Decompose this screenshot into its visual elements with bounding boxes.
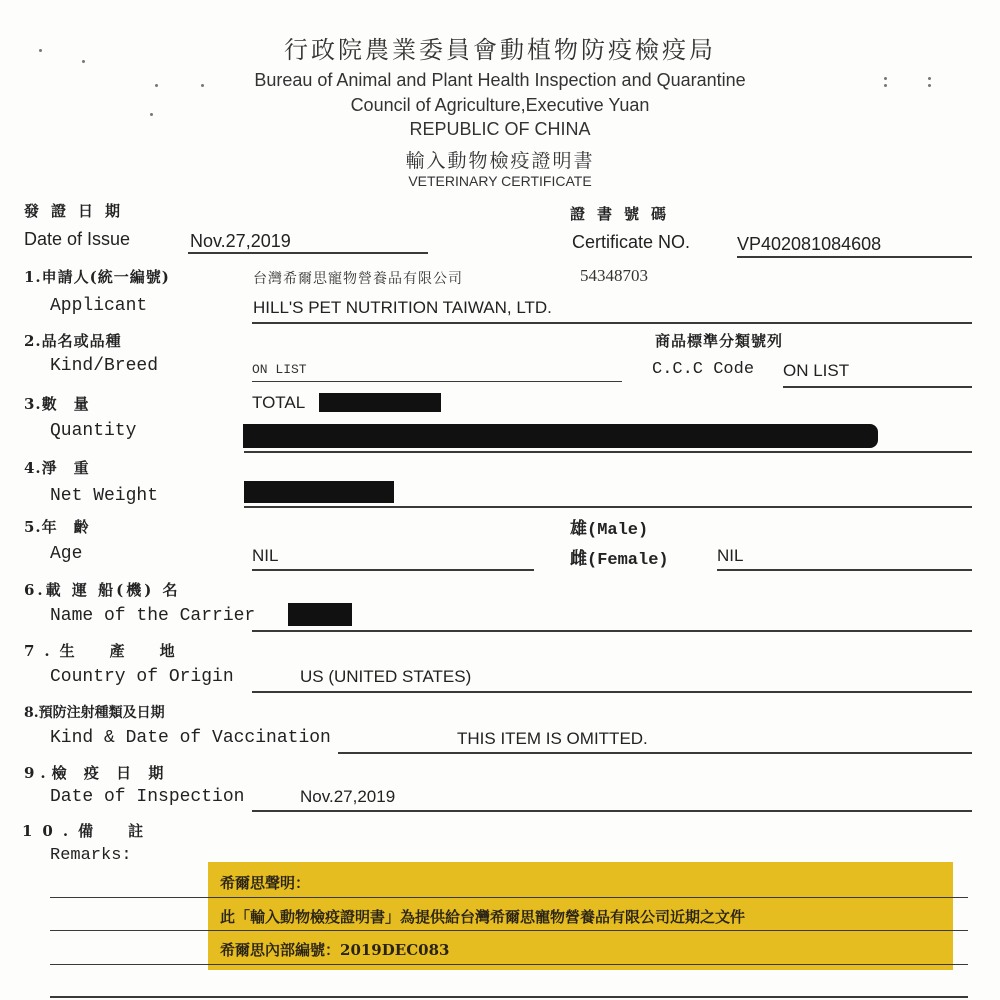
kind-breed-label: Kind/Breed — [50, 356, 159, 376]
applicant-tax-id: 54348703 — [580, 266, 648, 285]
document-title-en: VETERINARY CERTIFICATE — [408, 173, 592, 189]
net-weight-label: Net Weight — [50, 486, 159, 506]
remarks-label-cn: 10.備 註 — [22, 822, 154, 840]
ccc-code-underline — [783, 386, 972, 388]
carrier-underline — [252, 630, 972, 632]
net-weight-underline — [244, 506, 972, 508]
carrier-label: Name of the Carrier — [50, 606, 256, 626]
ccc-code-label-cn: 商品標準分類號列 — [655, 332, 784, 350]
female-underline — [717, 569, 972, 571]
carrier-label-cn: 6.載 運 船(機) 名 — [24, 581, 181, 599]
inspection-value: Nov.27,2019 — [300, 787, 396, 806]
inspection-underline — [252, 810, 972, 812]
remarks-line-3 — [50, 964, 968, 965]
net-weight-redaction — [244, 481, 394, 503]
quantity-label: Quantity — [50, 421, 137, 441]
age-value: NIL — [252, 546, 279, 565]
certificate-no-label: Certificate NO. — [572, 232, 691, 252]
origin-underline — [252, 691, 972, 693]
kind-breed-value: ON LIST — [252, 362, 307, 377]
vaccination-underline — [338, 752, 972, 754]
remarks-label: Remarks: — [50, 846, 132, 865]
quantity-label-cn: 3.數 量 — [24, 395, 90, 413]
ccc-code-value: ON LIST — [783, 361, 850, 380]
issue-date-underline — [188, 252, 428, 254]
applicant-label: Applicant — [50, 296, 148, 316]
quantity-total-redaction — [319, 393, 441, 412]
origin-label-cn: 7.生 產 地 — [24, 642, 185, 660]
female-label: 雌(Female) — [570, 551, 669, 570]
origin-value: US (UNITED STATES) — [300, 667, 472, 686]
ccc-code-label: C.C.C Code — [652, 360, 755, 379]
inspection-label: Date of Inspection — [50, 787, 245, 807]
agency-name-cn: 行政院農業委員會動植物防疫檢疫局 — [284, 36, 716, 64]
net-weight-label-cn: 4.淨 重 — [24, 459, 90, 477]
remarks-line-4 — [50, 996, 968, 998]
quantity-detail-redaction — [243, 424, 878, 448]
female-value: NIL — [717, 546, 744, 565]
quantity-prefix: TOTAL — [252, 393, 306, 412]
age-label: Age — [50, 544, 83, 564]
applicant-name-cn: 台灣希爾思寵物營養品有限公司 — [253, 271, 463, 287]
agency-name-en: Bureau of Animal and Plant Health Inspection and Quarantine — [254, 70, 746, 90]
country-name: REPUBLIC OF CHINA — [409, 119, 591, 139]
certificate-no-label-cn: 證書號碼 — [570, 205, 679, 223]
stamp-statement: 此「輸入動物檢疫證明書」為提供給台灣希爾思寵物營養品有限公司近期之文件 — [220, 908, 746, 926]
stamp-internal-number: 希爾思內部編號：2019DEC083 — [220, 941, 450, 959]
certificate-no-value: VP402081084608 — [737, 234, 882, 254]
remarks-line-1 — [50, 897, 968, 898]
quantity-underline — [244, 451, 972, 453]
issue-date-label: Date of Issue — [24, 229, 131, 249]
document-title-cn: 輸入動物檢疫證明書 — [405, 150, 595, 172]
age-underline — [252, 569, 534, 571]
kind-breed-label-cn: 2.品名或品種 — [24, 332, 122, 350]
applicant-underline — [252, 322, 972, 324]
inspection-label-cn: 9.檢 疫 日 期 — [24, 764, 170, 782]
applicant-name-en: HILL'S PET NUTRITION TAIWAN, LTD. — [253, 298, 552, 317]
remarks-line-2 — [50, 930, 968, 931]
vaccination-value: THIS ITEM IS OMITTED. — [457, 729, 648, 748]
carrier-redaction — [288, 603, 352, 626]
kind-breed-underline — [252, 381, 622, 382]
applicant-label-cn: 1.申請人(統一編號) — [24, 268, 170, 286]
male-label: 雄(Male) — [570, 521, 649, 540]
vaccination-label: Kind & Date of Vaccination — [50, 728, 331, 748]
origin-label: Country of Origin — [50, 667, 234, 687]
issue-date-value: Nov.27,2019 — [190, 231, 291, 251]
council-name-en: Council of Agriculture,Executive Yuan — [350, 95, 650, 115]
vaccination-label-cn: 8.預防注射種類及日期 — [24, 705, 165, 721]
certificate-no-underline — [737, 256, 972, 258]
issue-date-label-cn: 發證日期 — [24, 202, 133, 220]
age-label-cn: 5.年 齡 — [24, 518, 90, 536]
stamp-heading: 希爾思聲明： — [220, 874, 311, 892]
